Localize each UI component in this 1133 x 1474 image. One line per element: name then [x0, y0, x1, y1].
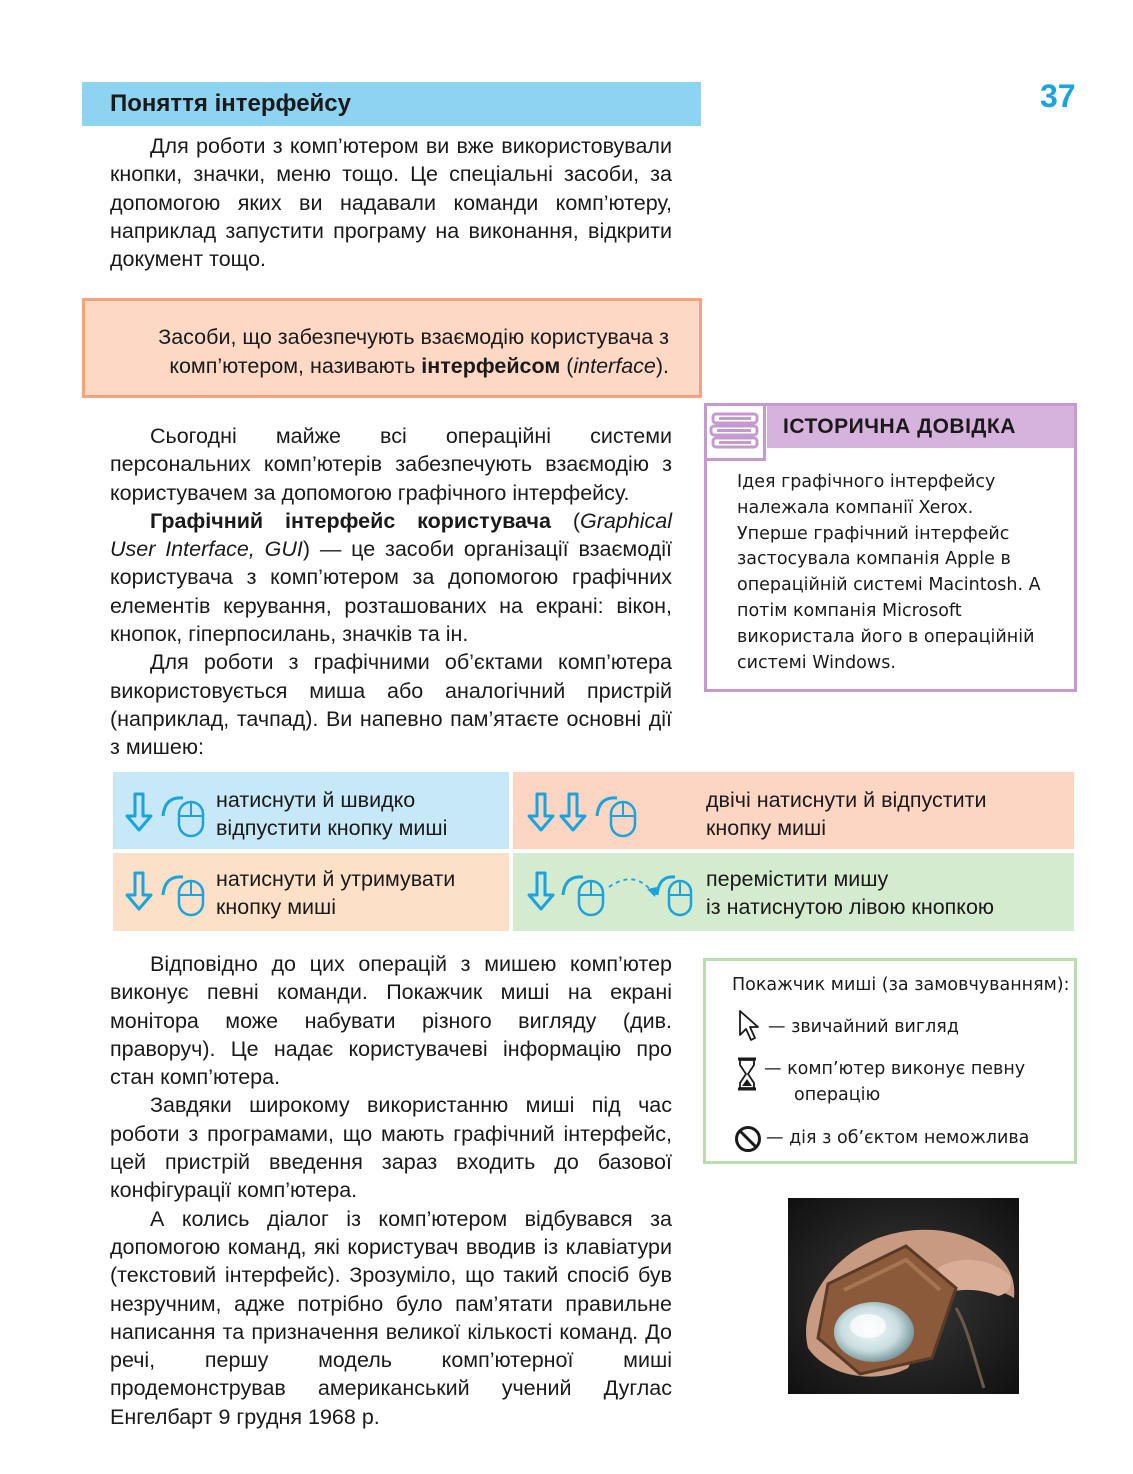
action-drag-line2: із натиснутою лівою кнопкою — [706, 895, 995, 919]
double-click-icon — [523, 790, 643, 838]
intro-text: Для роботи з комп’ютером ви вже використовували кнопки, значки, меню тощо. Це спеціальні засоби, за допомогою яких ви надавали команди комп’ютеру, наприклад запустити програму на виконання, відкрити документ тощо. — [110, 134, 672, 272]
action-drag-line1: перемістити мишу — [706, 867, 889, 891]
pointer-unavailable: — дія з об’єктом неможлива — [766, 1128, 1030, 1148]
action-drag — [513, 853, 1074, 931]
hourglass-icon — [736, 1057, 758, 1091]
body-paragraph-3: А колись діалог із комп’ютером відбувався за допомогою команд, які користувач вводив із клавіатури (текстовий інтерфейс). Зрозуміло, що такий спосіб був незручним, адже потрібно було пам’ятати правильне написання та призначення великої кількості команд. До речі, першу модель комп’ютерної миші продемонстрував американський учений Дуглас Енгелбарт 9 грудня 1968 р. — [110, 1206, 672, 1429]
drag-icon — [523, 865, 693, 921]
gui-paragraph-1: Сьогодні майже всі операційні системи персональних комп’ютерів забезпечують взаємодію з користувачем за допомогою графічного інтерфейсу. — [110, 424, 672, 505]
definition-term-en: interface — [573, 353, 656, 378]
action-double-click-line2: кнопку миші — [706, 816, 827, 840]
definition-term: інтерфейсом — [421, 353, 561, 378]
mouse-actions-table — [113, 772, 1074, 932]
hold-icon — [123, 869, 209, 917]
action-double-click-line1: двічі натиснути й відпустити — [706, 788, 987, 812]
body-after — [110, 950, 672, 1431]
pointer-busy-line2: операцію — [794, 1085, 881, 1105]
books-icon — [704, 403, 766, 461]
pointer-heading: Покажчик миші (за замовчуванням): — [732, 975, 1070, 995]
gui-definition-rest: ) — це засоби організації взаємодії користувача з комп’ютером за допомогою графічних елементів керування, розташованих на екрані: вікон, кнопок, гіперпосилань, значків та ін. — [110, 537, 672, 647]
arrow-cursor-icon — [738, 1009, 760, 1043]
definition-text: Засоби, що забезпечують взаємодію користувача з комп’ютером, називають — [158, 325, 669, 378]
pointer-busy-line1: — комп’ютер виконує певну — [764, 1059, 1026, 1079]
body-paragraph-2: Завдяки широкому використанню миші під час роботи з програмами, що мають графічний інтерфейс, цей пристрій введення зараз входить до базової конфігурації комп’ютера. — [110, 1093, 672, 1203]
gui-paren-open: ( — [550, 508, 580, 533]
definition-paren-close: ). — [655, 353, 669, 378]
definition-paren-open: ( — [560, 353, 574, 378]
gui-paragraph-2 — [110, 507, 672, 648]
action-hold-line1: натиснути й утримувати — [216, 867, 456, 891]
action-click-line2: відпустити кнопку миші — [216, 816, 448, 840]
historical-note — [704, 403, 1077, 692]
action-click — [113, 772, 509, 849]
action-hold-line2: кнопку миші — [216, 895, 337, 919]
definition-box — [82, 298, 702, 398]
historical-note-text: Ідея графічного інтерфейсу належала компанії Xerox. Уперше графічний інтерфейс застосувала компанія Apple в операційній системі Macintosh. А потім компанія Microsoft використала його в операційній системі Windows. — [737, 472, 1041, 673]
gui-section — [110, 422, 672, 762]
page-number: 37 — [1040, 78, 1076, 114]
unavailable-icon — [734, 1125, 764, 1155]
action-click-line1: натиснути й швидко — [216, 788, 416, 812]
action-double-click — [513, 772, 1074, 849]
historical-note-title: ІСТОРИЧНА ДОВІДКА — [767, 406, 1074, 448]
gui-term: Графічний інтерфейс користувача — [150, 508, 551, 533]
body-paragraph-1: Відповідно до цих операцій з мишею комп’ютер виконує певні команди. Покажчик миші на екрані монітора може набувати різного вигляду (див. праворуч). Це надає користувачеві інформацію про стан комп’ютера. — [110, 952, 672, 1090]
intro-paragraph — [110, 132, 672, 273]
engelbart-mouse-photo — [788, 1198, 1019, 1394]
action-hold — [113, 853, 509, 931]
pointer-box — [703, 958, 1077, 1164]
pointer-normal: — звичайний вигляд — [768, 1017, 959, 1037]
section-title: Поняття інтерфейсу — [82, 82, 701, 126]
click-icon — [123, 790, 209, 838]
gui-term-en: Graphical User Interface, GUI — [110, 508, 672, 562]
gui-paragraph-3: Для роботи з графічними об’єктами комп’ютера використовується миша або аналогічний пристрій (наприклад, тачпад). Ви напевно пам’ятаєте основні дії з мишею: — [110, 650, 672, 760]
